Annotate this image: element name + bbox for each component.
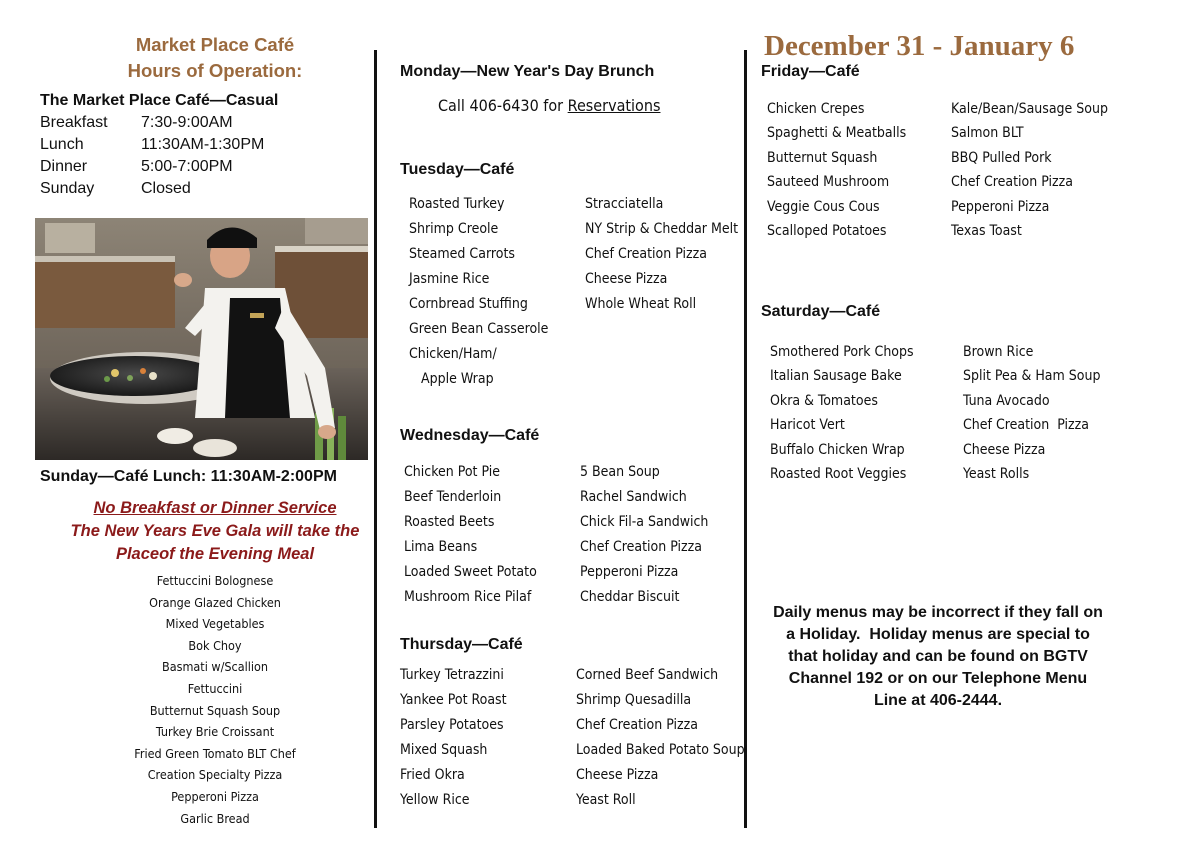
menu-item: Pepperoni Pizza	[580, 564, 679, 580]
casual-heading: The Market Place Café—Casual	[40, 92, 279, 109]
menu-item: Basmati w/Scallion	[162, 659, 268, 675]
menu-item: Buffalo Chicken Wrap	[770, 441, 905, 458]
menu-item: Fried Okra	[400, 767, 465, 783]
menu-item: Mixed Squash	[400, 742, 488, 758]
menu-item: Chicken Crepes	[767, 101, 865, 117]
menu-item: Fettuccini	[187, 680, 243, 696]
menu-item: Parsley Potatoes	[400, 717, 504, 733]
chef-cooking-photo	[35, 218, 368, 460]
menu-item: Bok Choy	[188, 637, 242, 653]
menu-item: Roasted Turkey	[409, 196, 505, 212]
thursday-menu-left	[400, 663, 507, 813]
tuesday-heading: Tuesday—Café	[400, 161, 515, 178]
hours-label: Sunday	[40, 180, 95, 197]
menu-item: Spaghetti & Meatballs	[767, 125, 907, 142]
menu-item: Split Pea & Ham Soup	[963, 368, 1101, 385]
menu-item: Salmon BLT	[951, 125, 1024, 142]
menu-item: Chef Creation Pizza	[580, 539, 702, 555]
hours-value: 11:30AM-1:30PM	[141, 136, 265, 153]
hours-row-sunday	[40, 180, 191, 198]
menu-item: Brown Rice	[963, 344, 1034, 360]
tuesday-menu-left	[409, 192, 548, 392]
menu-item: Chick Fil-a Sandwich	[580, 514, 709, 530]
menu-item: Roasted Root Veggies	[770, 466, 907, 483]
menu-item: Yeast Roll	[576, 792, 636, 808]
menu-item: Lima Beans	[404, 539, 478, 555]
menu-item: Corned Beef Sandwich	[576, 667, 719, 683]
hours-row-lunch	[40, 136, 264, 154]
menu-item: Turkey Tetrazzini	[400, 667, 504, 683]
menu-item: Beef Tenderloin	[404, 489, 502, 505]
wednesday-heading: Wednesday—Café	[400, 427, 540, 444]
menu-item: Tuna Avocado	[963, 392, 1050, 409]
menu-item: Whole Wheat Roll	[585, 296, 697, 312]
hours-title-line2: Hours of Operation:	[127, 60, 303, 81]
holiday-disclaimer	[758, 602, 1118, 712]
saturday-heading: Saturday—Café	[761, 303, 881, 320]
menu-item: NY Strip & Cheddar Melt	[585, 221, 739, 237]
menu-item: Yankee Pot Roast	[400, 692, 507, 708]
menu-item: Chef Creation Pizza	[585, 246, 707, 262]
disclaimer-line: Channel 192 or on our Telephone Menu	[788, 670, 1088, 687]
menu-item: Fettuccini Bolognese	[156, 573, 274, 588]
thursday-heading: Thursday—Café	[400, 636, 523, 653]
notice-line-gala: The New Years Eve Gala will take the	[70, 522, 360, 540]
hours-row-breakfast	[40, 114, 233, 132]
wednesday-menu-right	[580, 460, 708, 610]
menu-item: Smothered Pork Chops	[770, 344, 914, 360]
menu-item: Orange Glazed Chicken	[149, 594, 281, 610]
menu-item: Cornbread Stuffing	[409, 296, 528, 312]
menu-item: Pepperoni Pizza	[171, 788, 259, 804]
menu-item: Stracciatella	[585, 196, 664, 212]
menu-item: Texas Toast	[951, 223, 1022, 240]
disclaimer-line: Line at 406-2444.	[873, 692, 1003, 709]
menu-item: Butternut Squash	[767, 149, 878, 166]
menu-item: Chef Creation Pizza	[963, 417, 1089, 434]
menu-item: Jasmine Rice	[409, 271, 490, 287]
menu-item: Loaded Baked Potato Soup	[576, 742, 745, 758]
menu-item: Green Bean Casserole	[409, 321, 549, 337]
menu-item: Creation Specialty Pizza	[147, 767, 283, 783]
notice-line-evening: Placeof the Evening Meal	[115, 545, 315, 563]
menu-item: Roasted Beets	[404, 514, 495, 530]
menu-item: Kale/Bean/Sausage Soup	[951, 101, 1108, 117]
disclaimer-line: a Holiday. Holiday menus are special to	[786, 626, 1090, 643]
menu-item: Italian Sausage Bake	[770, 368, 902, 385]
menu-item: Okra & Tomatoes	[770, 392, 878, 409]
menu-item: 5 Bean Soup	[580, 464, 660, 480]
hours-title-line1: Market Place Café	[135, 34, 295, 55]
menu-item: Sauteed Mushroom	[767, 174, 890, 191]
menu-item: Loaded Sweet Potato	[404, 564, 537, 580]
saturday-menu-right	[963, 340, 1100, 486]
menu-item: Mixed Vegetables	[165, 616, 265, 632]
menu-item: Scalloped Potatoes	[767, 223, 887, 240]
hours-label: Dinner	[40, 158, 88, 175]
menu-item: Turkey Brie Croissant	[155, 724, 275, 740]
menu-item: BBQ Pulled Pork	[951, 149, 1052, 166]
menu-item: Haricot Vert	[770, 417, 845, 434]
menu-item: Chicken Pot Pie	[404, 464, 501, 480]
menu-item: Rachel Sandwich	[580, 489, 687, 505]
call-text: Call 406-6430 for	[438, 96, 568, 115]
menu-item: Veggie Cous Cous	[767, 198, 880, 215]
notice-line-no-service: No Breakfast or Dinner Service	[93, 499, 337, 517]
menu-item: Shrimp Creole	[409, 221, 499, 237]
saturday-menu-left	[770, 340, 914, 486]
hours-value: 7:30-9:00AM	[141, 114, 233, 131]
menu-item: Mushroom Rice Pilaf	[404, 589, 532, 605]
friday-menu-left	[767, 97, 906, 243]
menu-item: Steamed Carrots	[409, 246, 515, 262]
hours-value: Closed	[141, 180, 191, 197]
menu-item: Chicken/Ham/	[409, 346, 497, 362]
menu-item: Shrimp Quesadilla	[576, 692, 692, 708]
menu-item: Cheese Pizza	[585, 271, 668, 287]
menu-item: Butternut Squash Soup	[149, 702, 281, 718]
disclaimer-line: that holiday and can be found on BGTV	[788, 648, 1088, 665]
wednesday-menu-left	[404, 460, 537, 610]
monday-heading: Monday—New Year's Day Brunch	[400, 63, 655, 80]
hours-row-dinner	[40, 158, 233, 176]
menu-item: Chef Creation Pizza	[951, 174, 1073, 191]
menu-item: Cheese Pizza	[963, 441, 1046, 458]
menu-item: Yeast Rolls	[963, 466, 1030, 483]
date-range-title: December 31 - January 6	[764, 30, 1075, 62]
hours-value: 5:00-7:00PM	[141, 158, 233, 175]
friday-menu-right	[951, 97, 1108, 243]
sunday-lunch-hours: Sunday—Café Lunch: 11:30AM-2:00PM	[40, 468, 337, 485]
menu-item: Cheese Pizza	[576, 767, 659, 783]
hours-title	[40, 32, 390, 84]
friday-heading: Friday—Café	[761, 63, 860, 80]
tuesday-menu-right	[585, 192, 738, 317]
gala-notice	[40, 497, 390, 566]
thursday-menu-right	[576, 663, 745, 813]
monday-reservation-line	[438, 96, 660, 115]
menu-item: Yellow Rice	[400, 792, 470, 808]
disclaimer-line: Daily menus may be incorrect if they fall on	[773, 604, 1103, 621]
hours-label: Lunch	[40, 136, 84, 153]
menu-item: Cheddar Biscuit	[580, 589, 680, 605]
menu-item: Garlic Bread	[180, 810, 250, 826]
reservations-link[interactable]: Reservations	[567, 96, 661, 115]
menu-item: Apple Wrap	[409, 371, 494, 387]
menu-item: Fried Green Tomato BLT Chef	[134, 745, 296, 761]
menu-item: Chef Creation Pizza	[576, 717, 698, 733]
sunday-menu-list	[40, 570, 390, 829]
hours-label: Breakfast	[40, 114, 108, 131]
menu-item: Pepperoni Pizza	[951, 198, 1050, 215]
